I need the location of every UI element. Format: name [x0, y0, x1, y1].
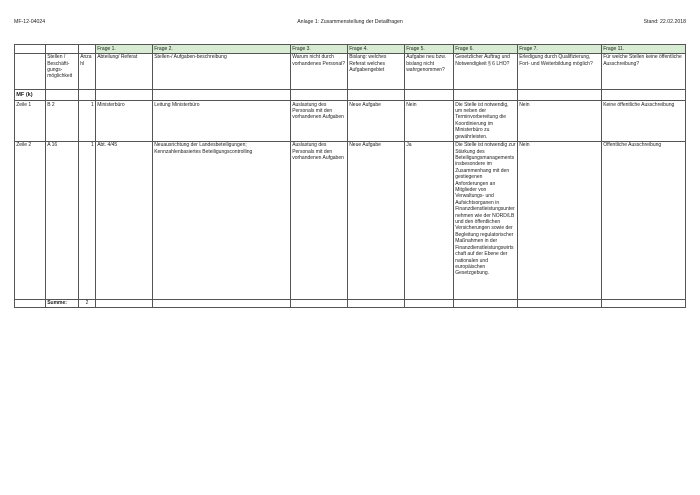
- table-cell: [291, 89, 348, 100]
- cell-ausschreibung: Keine öffentliche Ausschreibung: [602, 100, 686, 141]
- column-header-bislang: Bislang: welches Referat welches Aufgabengebiet: [348, 53, 405, 89]
- table-cell: [454, 89, 518, 100]
- document-date: Stand: 22.02.2018: [643, 19, 686, 25]
- question-label: Frage 6.: [454, 45, 518, 54]
- column-header-aufgabe-neu: Aufgabe neu bzw. bislang nicht wahrgenommen?: [405, 53, 454, 89]
- table-cell: [96, 299, 153, 308]
- table-cell: [405, 299, 454, 308]
- table-cell: [405, 89, 454, 100]
- question-label: Frage 3.: [291, 45, 348, 54]
- page-title: Anlage 1: Zusammenstellung der Detailfragen: [297, 19, 403, 25]
- table-cell: [46, 89, 79, 100]
- table-cell: [153, 89, 291, 100]
- summary-label: Summe:: [46, 299, 79, 308]
- cell-abteilung: Abt. 4/45: [96, 141, 153, 299]
- table-cell: [291, 299, 348, 308]
- column-header-erledigung: Erledigung durch Qualifizierung, Fort- und Weiterbildung möglich?: [518, 53, 602, 89]
- table-cell: [15, 299, 46, 308]
- table-cell: [348, 89, 405, 100]
- cell-gesetzlich: Die Stelle ist notwendig zur Stärkung des Beteiligungsmanagements insbesondere im Zusammenhang mit den gestiegenen Anforderungen an Mitglieder von Verwaltungs- und Aufsichtsorganen in Finanzdienstleistungsunternehmen wie der NORD/LB und den öffentlichen Versicherungen sowie der Begleitung regulatorischer Maßnahmen in der Finanzdienstleistungswirtschaft auf der Ebene der nationalen und europäischen Gesetzgebung.: [454, 141, 518, 299]
- question-label: Frage 1.: [96, 45, 153, 54]
- table-cell: [454, 299, 518, 308]
- cell-gesetzlich: Die Stelle ist notwendig, um neben der Terminvorbereitung die Koordinierung im Ministerbüro zu gewährleisten.: [454, 100, 518, 141]
- column-header-anzahl: Anzahl: [79, 53, 96, 89]
- cell-stelle: B 2: [46, 100, 79, 141]
- table-cell: [602, 299, 686, 308]
- column-header-ausschreibung: Für welche Stellen keine öffentliche Ausschreibung?: [602, 53, 686, 89]
- cell-bislang: Neue Aufgabe: [348, 141, 405, 299]
- question-number-row: [15, 45, 686, 54]
- table-row: [15, 100, 686, 141]
- cell-warum: Auslastung des Personals mit den vorhandenen Aufgaben: [291, 100, 348, 141]
- column-header-aufgaben: Stellen-/ Aufgaben-beschreibung: [153, 53, 291, 89]
- cell-aufgabe: Neuausrichtung der Landesbeteiligungen; Kennzahlenbasiertes Beteiligungscontrolling: [153, 141, 291, 299]
- cell-neu: Ja: [405, 141, 454, 299]
- table-cell: [15, 45, 46, 54]
- column-header-warum: Warum nicht durch vorhandenes Personal?: [291, 53, 348, 89]
- cell-bislang: Neue Aufgabe: [348, 100, 405, 141]
- cell-warum: Auslastung des Personals mit den vorhandenen Aufgaben: [291, 141, 348, 299]
- table-cell: [96, 89, 153, 100]
- question-label: Frage 11.: [602, 45, 686, 54]
- detail-questions-table: [14, 44, 686, 308]
- table-cell: [79, 45, 96, 54]
- table-cell: [15, 53, 46, 89]
- cell-anzahl: 1: [79, 141, 96, 299]
- table-cell: [602, 89, 686, 100]
- column-header-stellen: Stellen / Beschäfti-gungs-möglichkeit: [46, 53, 79, 89]
- column-header-abteilung: Abteilung/ Referat: [96, 53, 153, 89]
- row-label: Zeile 2: [15, 141, 46, 299]
- cell-ausschreibung: Öffentliche Ausschreibung: [602, 141, 686, 299]
- table-cell: [46, 45, 79, 54]
- summary-row: [15, 299, 686, 308]
- table-row: [15, 141, 686, 299]
- question-label: Frage 5.: [405, 45, 454, 54]
- question-label: Frage 4.: [348, 45, 405, 54]
- cell-neu: Nein: [405, 100, 454, 141]
- cell-erledigung: Nein: [518, 141, 602, 299]
- row-label: Zeile 1: [15, 100, 46, 141]
- table-cell: [153, 299, 291, 308]
- column-header-row: [15, 53, 686, 89]
- cell-abteilung: Ministerbüro: [96, 100, 153, 141]
- table-cell: [518, 299, 602, 308]
- section-row: [15, 89, 686, 100]
- table-cell: [518, 89, 602, 100]
- table-cell: [348, 299, 405, 308]
- question-label: Frage 2.: [153, 45, 291, 54]
- cell-anzahl: 1: [79, 100, 96, 141]
- cell-erledigung: Nein: [518, 100, 602, 141]
- section-label: MF (k): [15, 89, 46, 100]
- column-header-gesetzlich: Gesetzlicher Auftrag und Notwendigkeit § 6 LHO?: [454, 53, 518, 89]
- cell-aufgabe: Leitung Ministerbüro: [153, 100, 291, 141]
- question-label: Frage 7.: [518, 45, 602, 54]
- cell-stelle: A 16: [46, 141, 79, 299]
- summary-value: 2: [79, 299, 96, 308]
- table-cell: [79, 89, 96, 100]
- document-id: MF-12-04024: [14, 19, 46, 25]
